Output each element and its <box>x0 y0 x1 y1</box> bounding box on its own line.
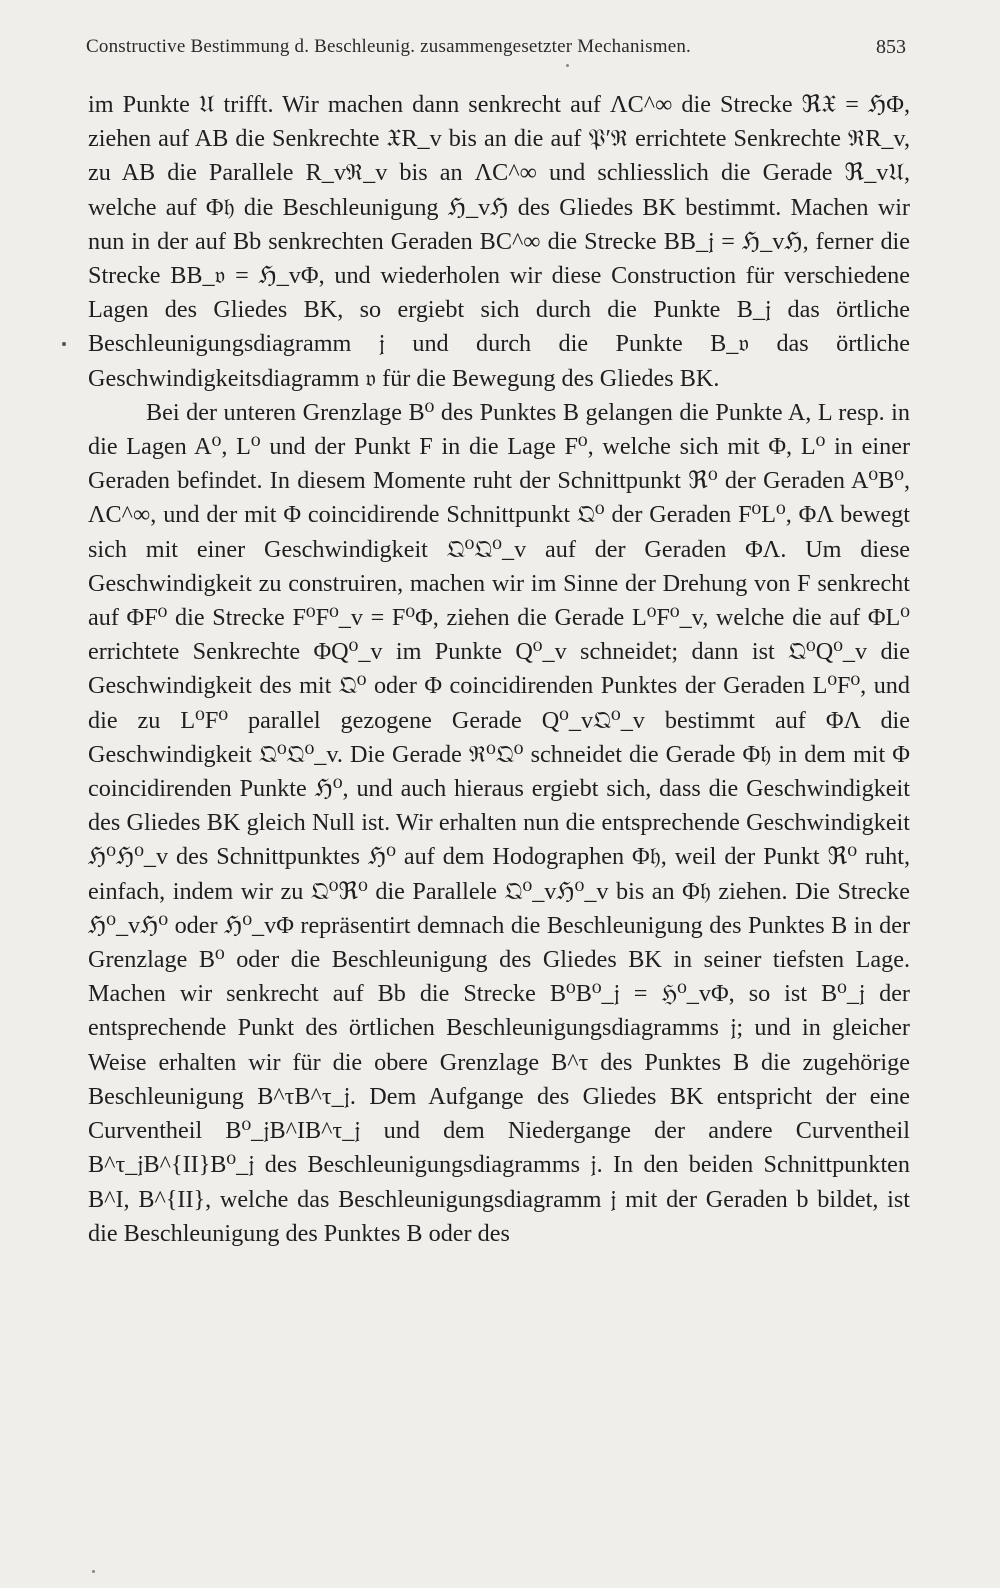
paragraph-1: im Punkte 𝔘 trifft. Wir machen dann senkrecht auf ΛC^∞ die Strecke ℜ𝔛 = ℌΦ, ziehen auf AB die Senkrechte 𝔛R_v bis an die auf 𝔓′ℜ errichtete Senkrechte ℜR_v, zu AB die Parallele R_vℜ_v bis an ΛC^∞ und schliesslich die Gerade ℜ_v𝔘, welche auf Φ𝔥 die Beschleunigung ℌ_vℌ des Gliedes BK bestimmt. Machen wir nun in der auf Bb senkrechten Geraden BC^∞ die Strecke BB_𝔧 = ℌ_vℌ, ferner die Strecke BB_𝔳 = ℌ_vΦ, und wiederholen wir diese Construction für verschiedene Lagen des Gliedes BK, so ergiebt sich durch die Punkte B_𝔧 das örtliche Beschleunigungsdiagramm 𝔧 und durch die Punkte B_𝔳 das örtliche Geschwindigkeitsdiagramm 𝔳 für die Bewegung des Gliedes BK. <box>88 91 910 392</box>
page-number: 853 <box>876 36 906 58</box>
header-speck <box>566 64 569 67</box>
body-text <box>88 88 910 1528</box>
paragraph-2: Bei der unteren Grenzlage B⁰ des Punktes B gelangen die Punkte A, L resp. in die Lagen A⁰, L⁰ und der Punkt F in die Lage F⁰, welche sich mit Φ, L⁰ in einer Geraden befindet. In diesem Momente ruht der Schnittpunkt ℜ⁰ der Geraden A⁰B⁰, ΛC^∞, und der mit Φ coincidirende Schnittpunkt 𝔔⁰ der Geraden F⁰L⁰, ΦΛ bewegt sich mit einer Geschwindigkeit 𝔔⁰𝔔⁰_v auf der Geraden ΦΛ. Um diese Geschwindigkeit zu construiren, machen wir im Sinne der Drehung von F senkrecht auf ΦF⁰ die Strecke F⁰F⁰_v = F⁰Φ, ziehen die Gerade L⁰F⁰_v, welche die auf ΦL⁰ errichtete Senkrechte ΦQ⁰_v im Punkte Q⁰_v schneidet; dann ist 𝔔⁰Q⁰_v die Geschwindigkeit des mit 𝔔⁰ oder Φ coincidirenden Punktes der Geraden L⁰F⁰, und die zu L⁰F⁰ parallel gezogene Gerade Q⁰_v𝔔⁰_v bestimmt auf ΦΛ die Geschwindigkeit 𝔔⁰𝔔⁰_v. Die Gerade ℜ⁰𝔔⁰ schneidet die Gerade Φ𝔥 in dem mit Φ coincidirenden Punkte ℌ⁰, und auch hieraus ergiebt sich, dass die Geschwindigkeit des Gliedes BK gleich Null ist. Wir erhalten nun die entsprechende Geschwindigkeit ℌ⁰ℌ⁰_v des Schnittpunktes ℌ⁰ auf dem Hodographen Φ𝔥, weil der Punkt ℜ⁰ ruht, einfach, indem wir zu 𝔔⁰ℜ⁰ die Parallele 𝔔⁰_vℌ⁰_v bis an Φ𝔥 ziehen. Die Strecke ℌ⁰_vℌ⁰ oder ℌ⁰_vΦ repräsentirt demnach die Beschleunigung des Punktes B in der Grenzlage B⁰ oder die Beschleunigung des Gliedes BK in seiner tiefsten Lage. Machen wir senkrecht auf Bb die Strecke B⁰B⁰_𝔧 = ℌ⁰_vΦ, so ist B⁰_𝔧 der entsprechende Punkt des örtlichen Beschleunigungsdiagramms 𝔧; und in gleicher Weise erhalten wir für die obere Grenzlage B^τ des Punktes B die zugehörige Beschleunigung B^τB^τ_𝔧. Dem Aufgange des Gliedes BK entspricht der eine Curventheil B⁰_𝔧B^IB^τ_𝔧 und dem Niedergange der andere Curventheil B^τ_𝔧B^{II}B⁰_𝔧 des Beschleunigungsdiagramms 𝔧. In den beiden Schnittpunkten B^I, B^{II}, welche das Beschleunigungsdiagramm 𝔧 mit der Geraden b bildet, ist die Beschleunigung des Punktes B oder des <box>88 398 910 1247</box>
running-header <box>86 34 906 60</box>
running-title: Constructive Bestimmung d. Beschleunig. zusammengesetzter Mechanismen. <box>86 36 691 57</box>
margin-speck <box>62 342 66 346</box>
footer-speck <box>92 1570 95 1573</box>
